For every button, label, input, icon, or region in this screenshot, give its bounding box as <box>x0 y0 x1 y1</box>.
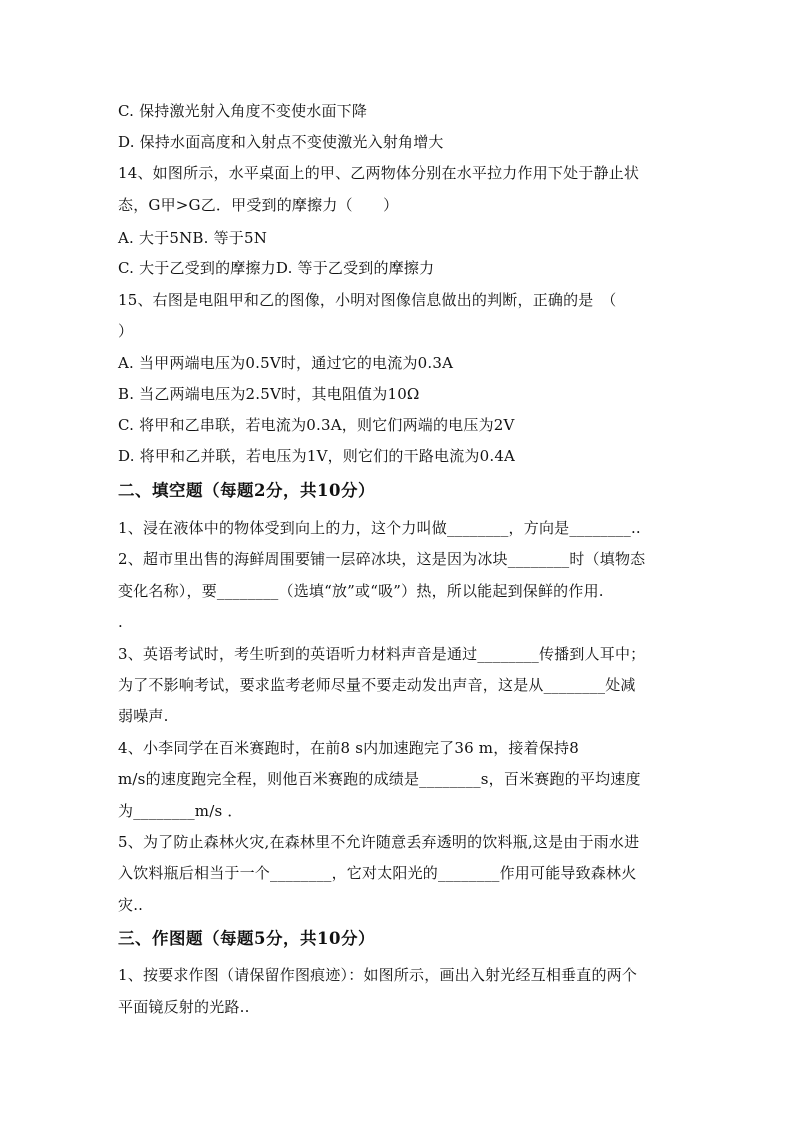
fill-question-4-line-3: 为________m/s ． <box>118 802 243 820</box>
fill-question-2-line-2: 变化名称），要________（选填“放”或“吸”）热，所以能起到保鲜的作用. <box>118 582 604 600</box>
options-14-cd: C. 大于乙受到的摩擦力D. 等于乙受到的摩擦力 <box>118 259 435 277</box>
question-14-line-2: 态，G甲>G乙．甲受到的摩擦力（ ） <box>118 196 399 214</box>
options-14-ab: A. 大于5NB. 等于5N <box>118 229 268 247</box>
fill-question-3-line-1: 3、英语考试时，考生听到的英语听力材料声音是通过________传播到人耳中； <box>118 645 646 663</box>
option-15c: C. 将甲和乙串联，若电流为0.3A，则它们两端的电压为2V <box>118 416 515 434</box>
fill-question-3-line-2: 为了不影响考试，要求监考老师尽量不要走动发出声音，这是从________处减 <box>118 676 636 694</box>
option-15d: D. 将甲和乙并联，若电压为1V，则它们的干路电流为0.4A <box>118 447 516 465</box>
drawing-question-1-line-1: 1、按要求作图（请保留作图痕迹）：如图所示，画出入射光经互相垂直的两个 <box>118 966 638 984</box>
option-13c: C. 保持激光射入角度不变使水面下降 <box>118 102 368 120</box>
question-15-line-2: ） <box>118 322 134 340</box>
fill-question-5-line-2: 入饮料瓶后相当于一个________，它对太阳光的________作用可能导致森林火 <box>118 864 637 882</box>
fill-question-4-line-1: 4、小李同学在百米赛跑时，在前8 s内加速跑完了36 m，接着保持8 <box>118 739 579 757</box>
fill-question-5-line-3: 灾.. <box>118 896 144 914</box>
question-14-line-1: 14、如图所示，水平桌面上的甲、乙两物体分别在水平拉力作用下处于静止状 <box>118 164 640 182</box>
fill-question-2-line-3: . <box>118 613 123 631</box>
fill-question-2-line-1: 2、超市里出售的海鲜周围要铺一层碎冰块，这是因为冰块________时（填物态 <box>118 550 646 568</box>
option-15a: A. 当甲两端电压为0.5V时，通过它的电流为0.3A <box>118 354 454 372</box>
fill-question-5-line-1: 5、为了防止森林火灾,在森林里不允许随意丢弃透明的饮料瓶,这是由于雨水进 <box>118 833 640 851</box>
option-15b: B. 当乙两端电压为2.5V时，其电阻值为10Ω <box>118 385 420 403</box>
section-3-heading: 三、作图题（每题5分，共10分） <box>118 929 375 948</box>
fill-question-1: 1、浸在液体中的物体受到向上的力，这个力叫做________，方向是________.. <box>118 519 641 537</box>
fill-question-3-line-3: 弱噪声. <box>118 707 169 725</box>
drawing-question-1-line-2: 平面镜反射的光路.. <box>118 998 250 1016</box>
fill-question-4-line-2: m/s的速度跑完全程，则他百米赛跑的成绩是________s，百米赛跑的平均速度 <box>118 770 641 788</box>
section-2-heading: 二、填空题（每题2分，共10分） <box>118 481 375 500</box>
question-15-line-1: 15、右图是电阻甲和乙的图像，小明对图像信息做出的判断，正确的是 （ <box>118 291 617 309</box>
option-13d: D. 保持水面高度和入射点不变使激光入射角增大 <box>118 133 444 151</box>
